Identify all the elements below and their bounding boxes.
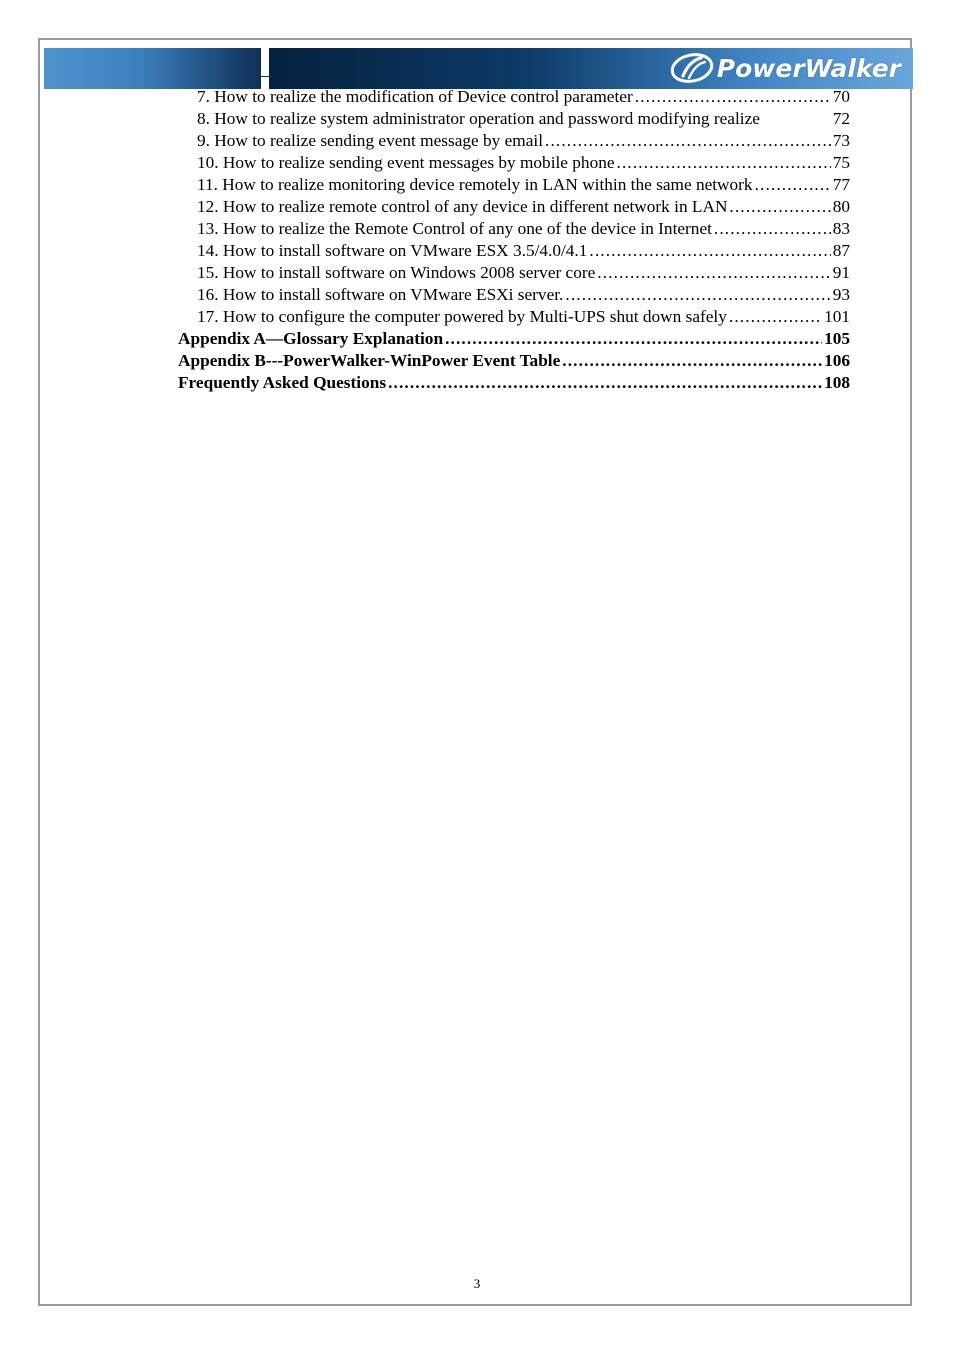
toc-entry-page: 91 (832, 263, 850, 282)
toc-entry-page: 77 (832, 175, 850, 194)
toc-leader-dots (445, 328, 822, 350)
toc-leader-dots (388, 372, 822, 394)
toc-entry[interactable] (178, 108, 850, 130)
header-divider (261, 48, 269, 89)
toc-leader-dots (617, 152, 831, 174)
page-number: 3 (473, 1276, 481, 1291)
toc-entry[interactable] (178, 152, 850, 174)
toc-entry-page: 72 (832, 109, 850, 128)
toc-entry-page: 87 (832, 241, 850, 260)
toc-entry[interactable] (178, 240, 850, 262)
toc-entry-title: 17. How to configure the computer powered by Multi-UPS shut down safely (197, 307, 727, 326)
brand-name: PowerWalker (716, 53, 901, 83)
toc-entry[interactable] (178, 130, 850, 152)
header-left-band (44, 48, 261, 89)
power-swirl-icon (669, 52, 715, 84)
toc-entry-title: 10. How to realize sending event messages by mobile phone (197, 153, 615, 172)
toc-leader-dots (729, 306, 822, 328)
toc-entry-title: 14. How to install software on VMware ESX 3.5/4.0/4.1 (197, 241, 588, 260)
toc-entry-faq[interactable] (178, 372, 850, 394)
table-of-contents (178, 86, 850, 394)
toc-leader-dots (545, 130, 831, 152)
header-banner (44, 48, 913, 89)
toc-entry-page: 73 (832, 131, 850, 150)
toc-entry-title: 11. How to realize monitoring device remotely in LAN within the same network (197, 175, 753, 194)
toc-leader-dots (729, 196, 830, 218)
toc-entry-page: 106 (824, 351, 850, 370)
toc-entry-title: 16. How to install software on VMware ESXi server. (197, 285, 564, 304)
toc-entry-page: 83 (832, 219, 850, 238)
toc-entry-title: 13. How to realize the Remote Control of any one of the device in Internet (197, 219, 712, 238)
toc-entry-page: 80 (832, 197, 850, 216)
toc-entry-title: Appendix A—Glossary Explanation (178, 329, 444, 348)
toc-entry-title: 9. How to realize sending event message by email (197, 131, 543, 150)
toc-leader-dots (635, 86, 831, 108)
toc-entry-page: 93 (832, 285, 850, 304)
toc-leader-dots (562, 350, 822, 372)
toc-entry[interactable] (178, 86, 850, 108)
toc-entry[interactable] (178, 218, 850, 240)
toc-entry-page: 108 (824, 373, 850, 392)
brand-logo (669, 52, 901, 84)
toc-entry-page: 105 (824, 329, 850, 348)
toc-entry-appendix-b[interactable] (178, 350, 850, 372)
toc-entry-title: 15. How to install software on Windows 2008 server core (197, 263, 596, 282)
toc-entry[interactable] (178, 174, 850, 196)
toc-entry-title: Frequently Asked Questions (178, 373, 387, 392)
toc-entry-page: 70 (832, 87, 850, 106)
toc-entry[interactable] (178, 306, 850, 328)
toc-leader-dots (714, 218, 831, 240)
toc-entry-title: 7. How to realize the modification of Device control parameter (197, 87, 633, 106)
toc-leader-dots (597, 262, 830, 284)
toc-entry-page: 101 (824, 307, 850, 326)
toc-entry-appendix-a[interactable] (178, 328, 850, 350)
toc-entry-title: Appendix B---PowerWalker-WinPower Event Table (178, 351, 561, 370)
toc-entry[interactable] (178, 284, 850, 306)
toc-leader-dots (589, 240, 830, 262)
toc-leader-dots (755, 174, 831, 196)
toc-leader-dots (565, 284, 830, 306)
toc-entry-title: 8. How to realize system administrator operation and password modifying realize (197, 109, 760, 128)
toc-entry[interactable] (178, 262, 850, 284)
toc-entry-page: 75 (832, 153, 850, 172)
toc-entry-title: 12. How to realize remote control of any device in different network in LAN (197, 197, 728, 216)
toc-entry[interactable] (178, 196, 850, 218)
